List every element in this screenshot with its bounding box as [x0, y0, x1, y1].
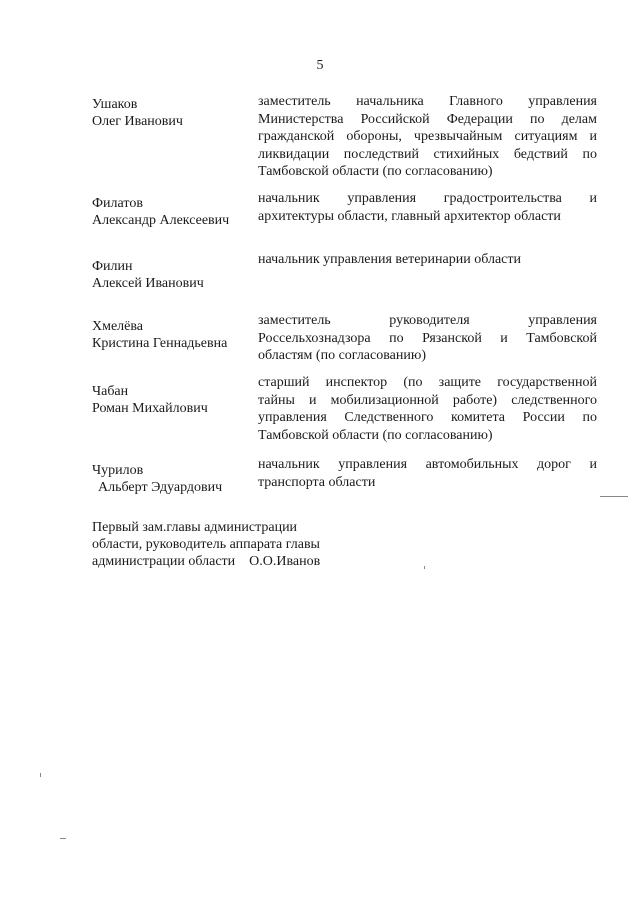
person-name: [92, 96, 257, 130]
surname: Чурилов: [92, 463, 144, 478]
signature-block: [92, 519, 392, 570]
role-line: гражданской обороны, чрезвычайным ситуациям и: [258, 129, 597, 144]
surname: Чабан: [92, 384, 129, 399]
role-line: транспорта области: [258, 474, 376, 490]
person-name: [92, 195, 257, 229]
position-description: [258, 190, 597, 225]
role-line: управления Следственного комитета России по: [258, 410, 597, 425]
surname: Ушаков: [92, 97, 138, 112]
scan-artifact: [424, 566, 425, 569]
scan-artifact: [600, 496, 628, 497]
surname: Филин: [92, 259, 133, 274]
role-line: ликвидации последствий стихийных бедствий по: [258, 146, 597, 162]
signatory-title-line: [92, 553, 392, 570]
given-name: Александр Алексеевич: [92, 213, 230, 228]
person-name: [92, 383, 257, 417]
given-name: Кристина Геннадьевна: [92, 336, 228, 351]
position-description: [258, 456, 597, 491]
role-line: архитектуры области, главный архитектор области: [258, 208, 561, 224]
role-line: начальник управления автомобильных дорог и: [258, 457, 597, 472]
role-line: заместитель начальника Главного управления: [258, 94, 597, 109]
signatory-title-end: администрации области: [92, 554, 236, 569]
role-line: начальник управления градостроительства и: [258, 191, 597, 206]
position-description: [258, 251, 597, 269]
given-name: Алексей Иванович: [92, 276, 204, 291]
role-line: старший инспектор (по защите государственной: [258, 375, 597, 390]
role-line: Министерства Российской Федерации по делам: [258, 111, 597, 127]
surname: Филатов: [92, 196, 143, 211]
surname: Хмелёва: [92, 319, 144, 334]
signatory-name: О.О.Иванов: [249, 554, 321, 569]
given-name: Олег Иванович: [92, 114, 183, 129]
position-description: [258, 374, 597, 444]
position-description: [258, 312, 597, 365]
page-number: 5: [316, 58, 324, 73]
given-name: Альберт Эдуардович: [98, 480, 223, 495]
role-line: Тамбовской области (по согласованию): [258, 164, 493, 179]
role-line: заместитель руководителя управления: [258, 313, 597, 328]
scan-artifact: [40, 773, 41, 777]
scan-artifact: [60, 838, 66, 839]
signatory-title-line: области, руководитель аппарата главы: [92, 537, 320, 552]
role-line: Тамбовской области (по согласованию): [258, 427, 493, 443]
role-line: начальник управления ветеринарии области: [258, 252, 521, 267]
given-name: Роман Михайлович: [92, 401, 208, 416]
person-name: [92, 318, 257, 352]
role-line: тайны и мобилизационной работе) следственного: [258, 392, 597, 408]
signatory-title-line: Первый зам.главы администрации: [92, 520, 298, 535]
role-line: Россельхознадзора по Рязанской и Тамбовской: [258, 330, 597, 346]
person-name: [92, 462, 257, 496]
person-name: [92, 258, 257, 292]
position-description: [258, 93, 597, 181]
role-line: областям (по согласованию): [258, 348, 426, 363]
